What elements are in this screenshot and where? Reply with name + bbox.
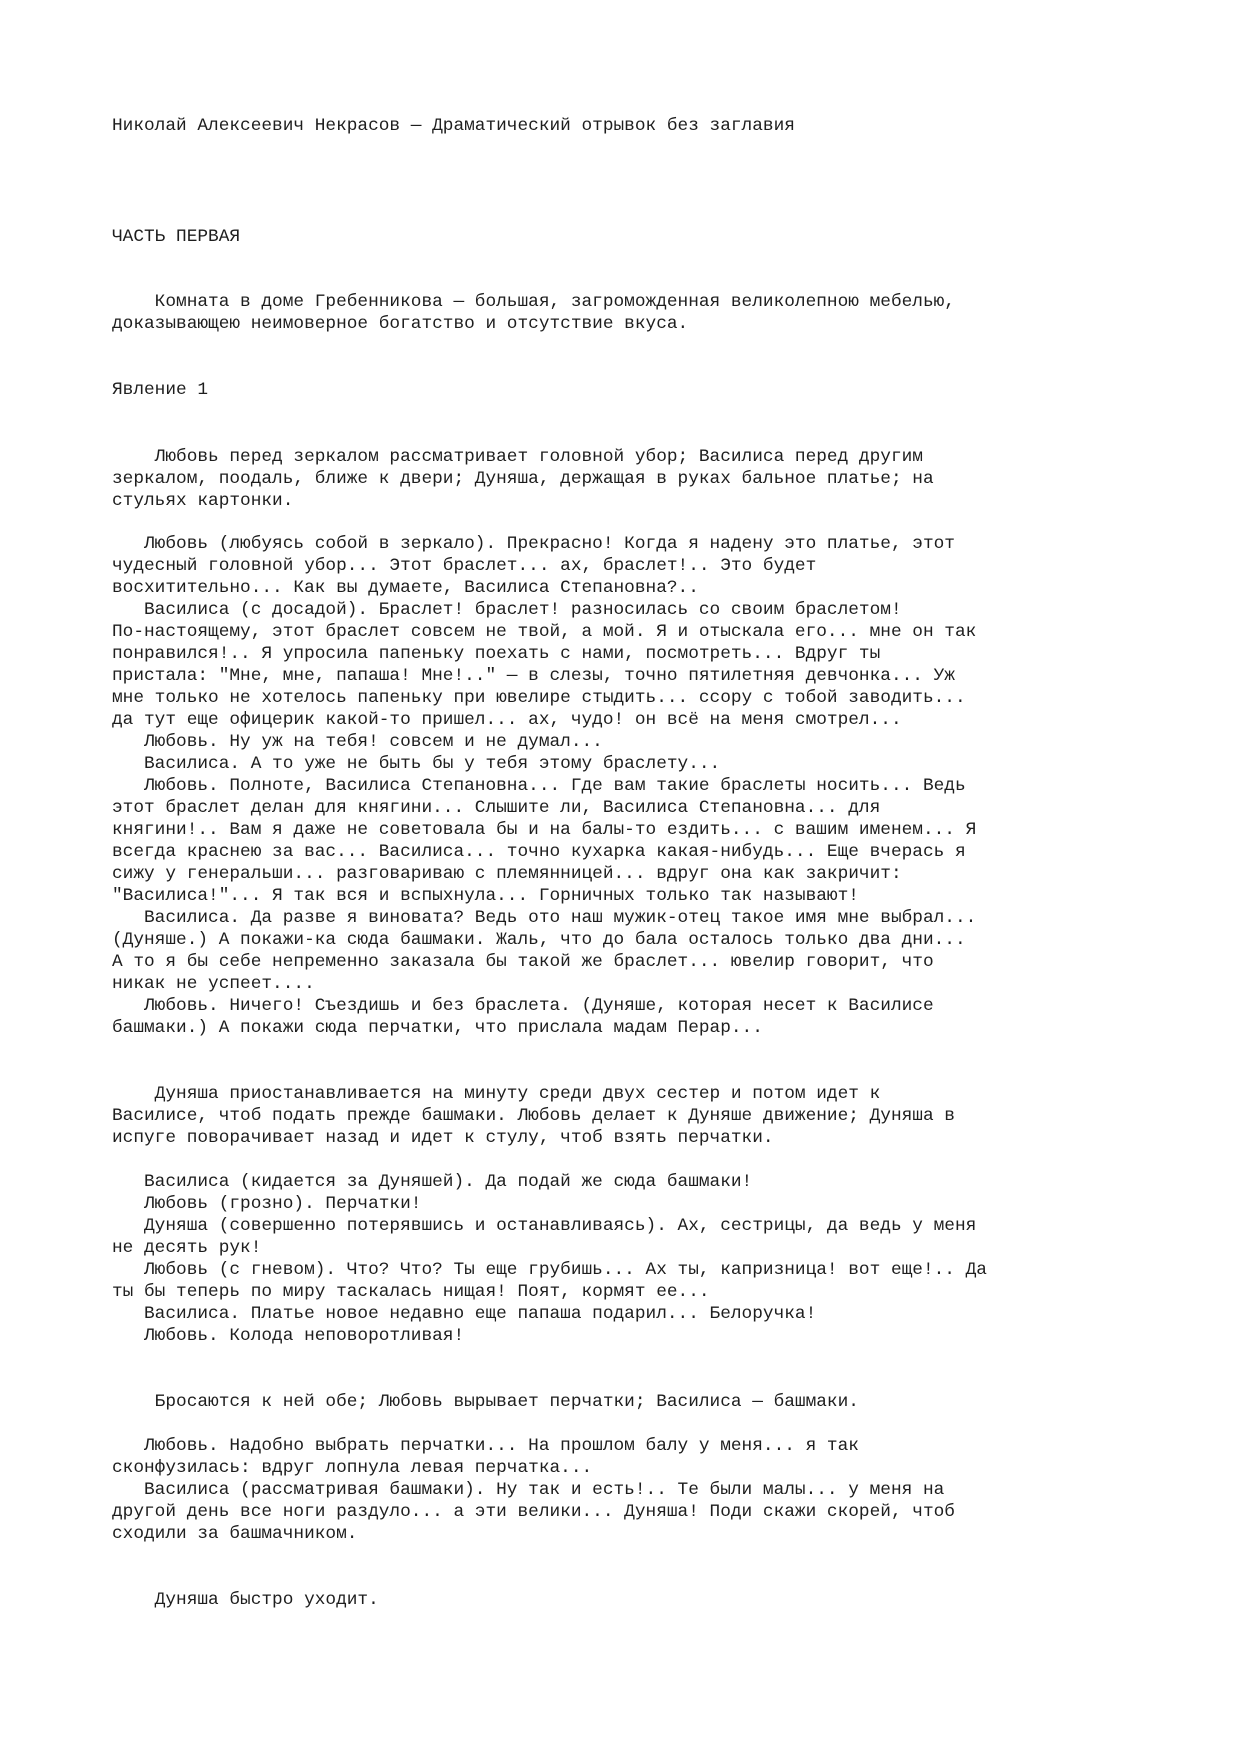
stage-direction-line: испуге поворачивает назад и идет к стулу, чтоб взять перчатки. bbox=[112, 1128, 774, 1148]
dialogue-line: княгини!.. Вам я даже не советовала бы и на балы-то ездить... с вашим именем... Я bbox=[112, 820, 977, 840]
dialogue-line: мне только не хотелось папеньку при ювелире стыдить... ссору с тобой заводить... bbox=[112, 688, 966, 708]
dialogue-line: Василиса (рассматривая башмаки). Ну так и есть!.. Те были малы... у меня на bbox=[112, 1480, 945, 1500]
setting-line: Комната в доме Гребенникова — большая, загроможденная великолепною мебелью, bbox=[112, 292, 955, 312]
dialogue-line: не десять рук! bbox=[112, 1238, 262, 1258]
dialogue-line: восхитительно... Как вы думаете, Василиса Степановна?.. bbox=[112, 578, 699, 598]
dialogue-line: да тут еще офицерик какой-то пришел... ах, чудо! он всё на меня смотрел... bbox=[112, 710, 902, 730]
part-heading: ЧАСТЬ ПЕРВАЯ bbox=[112, 227, 241, 247]
dialogue-line: "Василиса!"... Я так вся и вспыхнула... Горничных только так называют! bbox=[112, 886, 859, 906]
dialogue-line: сконфузилась: вдруг лопнула левая перчатка... bbox=[112, 1458, 593, 1478]
dialogue-line: А то я бы себе непременно заказала бы такой же браслет... ювелир говорит, что bbox=[112, 952, 934, 972]
dialogue-line: Любовь (с гневом). Что? Что? Ты еще грубишь... Ах ты, капризница! вот еще!.. Да bbox=[112, 1260, 987, 1280]
stage-direction-line: Дуняша быстро уходит. bbox=[112, 1590, 379, 1610]
dialogue-line: сижу у генеральши... разговариваю с племянницей... вдруг она как закричит: bbox=[112, 864, 902, 884]
dialogue-line: этот браслет делан для княгини... Слышите ли, Василиса Степановна... для bbox=[112, 798, 881, 818]
dialogue-line: пристала: "Мне, мне, папаша! Мне!.." — в слезы, точно пятилетняя девчонка... Уж bbox=[112, 666, 955, 686]
dialogue-line: чудесный головной убор... Этот браслет... ах, браслет!.. Это будет bbox=[112, 556, 817, 576]
scene-heading: Явление 1 bbox=[112, 380, 209, 400]
dialogue-line: По-настоящему, этот браслет совсем не твой, а мой. Я и отыскала его... мне он так bbox=[112, 622, 977, 642]
stage-direction-line: Бросаются к ней обе; Любовь вырывает перчатки; Василиса — башмаки. bbox=[112, 1392, 859, 1412]
dialogue-line: (Дуняше.) А покажи-ка сюда башмаки. Жаль, что до бала осталось только два дни... bbox=[112, 930, 966, 950]
document-title: Николай Алексеевич Некрасов — Драматический отрывок без заглавия bbox=[112, 116, 795, 136]
dialogue-line: понравился!.. Я упросила папеньку поехать с нами, посмотреть... Вдруг ты bbox=[112, 644, 881, 664]
dialogue-line: Василиса (с досадой). Браслет! браслет! разносилась со своим браслетом! bbox=[112, 600, 902, 620]
dialogue-line: Любовь. Надобно выбрать перчатки... На прошлом балу у меня... я так bbox=[112, 1436, 859, 1456]
dialogue-line: сходили за башмачником. bbox=[112, 1524, 358, 1544]
dialogue-line: всегда краснею за вас... Василиса... точно кухарка какая-нибудь... Еще вчерась я bbox=[112, 842, 966, 862]
stage-direction-line: зеркалом, поодаль, ближе к двери; Дуняша, держащая в руках бальное платье; на bbox=[112, 469, 934, 489]
dialogue-line: башмаки.) А покажи сюда перчатки, что прислала мадам Перар... bbox=[112, 1018, 763, 1038]
stage-direction-line: Любовь перед зеркалом рассматривает головной убор; Василиса перед другим bbox=[112, 447, 923, 467]
dialogue-line: Василиса. А то уже не быть бы у тебя этому браслету... bbox=[112, 754, 721, 774]
dialogue-line: Любовь (любуясь собой в зеркало). Прекрасно! Когда я надену это платье, этот bbox=[112, 534, 955, 554]
dialogue-line: Любовь. Полноте, Василиса Степановна... Где вам такие браслеты носить... Ведь bbox=[112, 776, 966, 796]
dialogue-line: никак не успеет.... bbox=[112, 974, 315, 994]
dialogue-line: Любовь. Колода неповоротливая! bbox=[112, 1326, 465, 1346]
dialogue-line: Любовь. Ничего! Съездишь и без браслета. (Дуняше, которая несет к Василисе bbox=[112, 996, 934, 1016]
dialogue-line: другой день все ноги раздуло... а эти велики... Дуняша! Поди скажи скорей, чтоб bbox=[112, 1502, 955, 1522]
dialogue-line: Василиса (кидается за Дуняшей). Да подай же сюда башмаки! bbox=[112, 1172, 753, 1192]
dialogue-line: Василиса. Платье новое недавно еще папаша подарил... Белоручка! bbox=[112, 1304, 817, 1324]
stage-direction-line: Дуняша приостанавливается на минуту среди двух сестер и потом идет к bbox=[112, 1084, 881, 1104]
dialogue-line: Любовь (грозно). Перчатки! bbox=[112, 1194, 422, 1214]
stage-direction-line: стульях картонки. bbox=[112, 491, 294, 511]
dialogue-line: Дуняша (совершенно потерявшись и останавливаясь). Ах, сестрицы, да ведь у меня bbox=[112, 1216, 977, 1236]
stage-direction-line: Василисе, чтоб подать прежде башмаки. Любовь делает к Дуняше движение; Дуняша в bbox=[112, 1106, 955, 1126]
setting-line: доказывающею неимоверное богатство и отсутствие вкуса. bbox=[112, 314, 689, 334]
dialogue-line: Василиса. Да разве я виновата? Ведь ото наш мужик-отец такое имя мне выбрал... bbox=[112, 908, 977, 928]
dialogue-line: Любовь. Ну уж на тебя! совсем и не думал... bbox=[112, 732, 603, 752]
dialogue-line: ты бы теперь по миру таскалась нищая! Поят, кормят ее... bbox=[112, 1282, 710, 1302]
